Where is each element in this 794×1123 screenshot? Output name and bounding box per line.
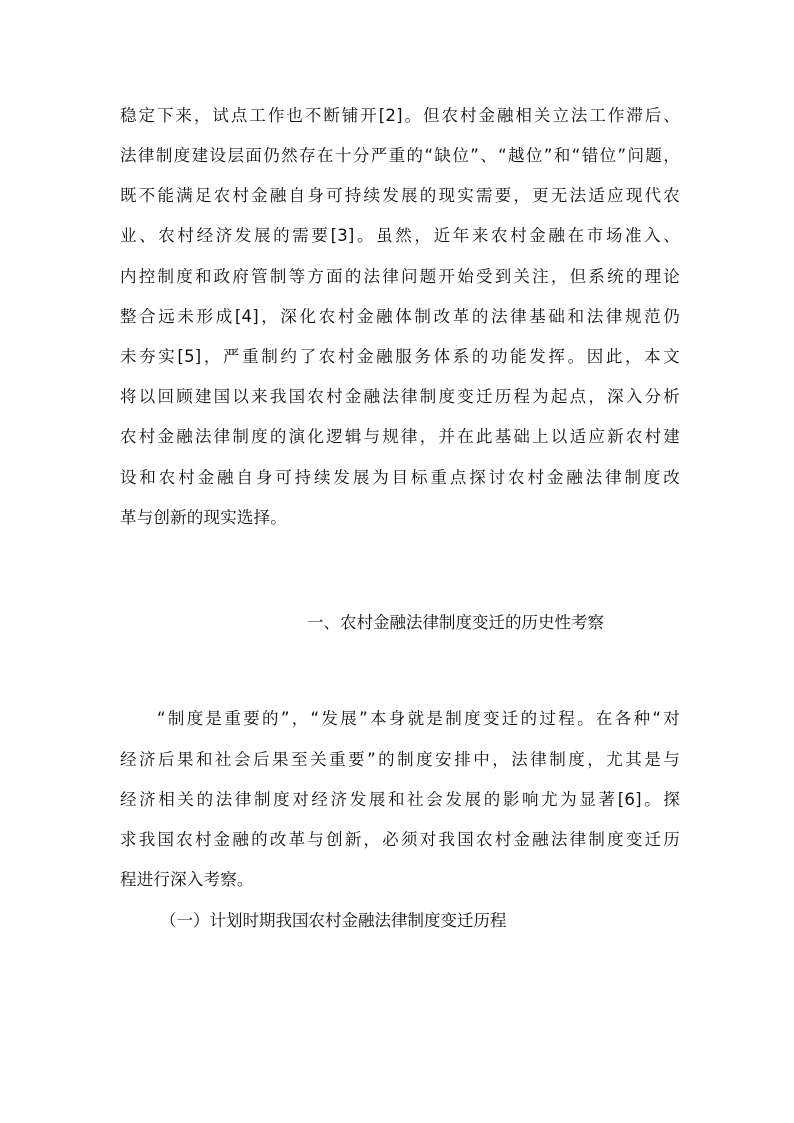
text-line: 经济相关的法律制度对经济发展和社会发展的影响尤为显著[6]。探 — [120, 790, 680, 809]
text-line: 革与创新的现实选择。 — [120, 508, 287, 527]
text-line: “制度是重要的”，“发展”本身就是制度变迁的过程。在各种“对 — [157, 709, 680, 728]
text-line: 未夯实[5]，严重制约了农村金融服务体系的功能发挥。因此，本文 — [120, 347, 680, 366]
text-line: 法律制度建设层面仍然存在十分严重的“缺位”、“越位”和“错位”问题， — [120, 146, 680, 165]
text-line: 设和农村金融自身可持续发展为目标重点探讨农村金融法律制度改 — [120, 468, 680, 487]
text-line: 整合远未形成[4]，深化农村金融体制改革的法律基础和法律规范仍 — [120, 307, 680, 326]
text-line: 求我国农村金融的改革与创新，必须对我国农村金融法律制度变迁历 — [120, 830, 680, 849]
text-line: 业、农村经济发展的需要[3]。虽然，近年来农村金融在市场准入、 — [120, 226, 680, 245]
text-line: 经济后果和社会后果至关重要”的制度安排中，法律制度，尤其是与 — [120, 750, 680, 769]
text-line: 内控制度和政府管制等方面的法律问题开始受到关注，但系统的理论 — [120, 267, 680, 286]
text-line: 既不能满足农村金融自身可持续发展的现实需要，更无法适应现代农 — [120, 186, 680, 205]
section-heading: 一、农村金融法律制度变迁的历史性考察 — [307, 613, 604, 632]
text-line: 农村金融法律制度的演化逻辑与规律，并在此基础上以适应新农村建 — [120, 427, 680, 446]
text-line: 稳定下来，试点工作也不断铺开[2]。但农村金融相关立法工作滞后、 — [120, 106, 680, 125]
text-line: 将以回顾建国以来我国农村金融法律制度变迁历程为起点，深入分析 — [120, 387, 680, 406]
subsection-heading: （一）计划时期我国农村金融法律制度变迁历程 — [160, 911, 507, 930]
text-line: 程进行深入考察。 — [120, 870, 254, 889]
